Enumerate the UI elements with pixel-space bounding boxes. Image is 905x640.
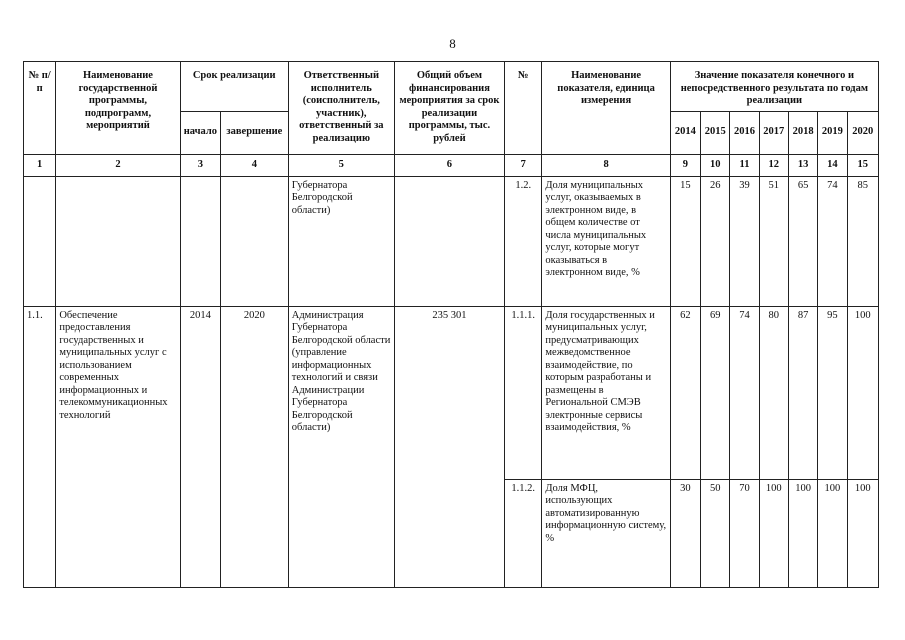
value-cell: 50 (701, 479, 730, 587)
value-cell: 39 (730, 176, 759, 306)
column-number: 13 (788, 154, 817, 176)
table-row (24, 306, 879, 479)
row-indicator-name: Доля муниципальных услуг, оказываемых в электронном виде, в общем количестве от числа муниципальных услуг, которые могут оказываться в электронном виде, % (542, 176, 670, 306)
year-2020: 2020 (847, 111, 878, 154)
value-cell: 69 (701, 306, 730, 479)
page-number: 8 (449, 36, 456, 51)
value-cell: 65 (788, 176, 817, 306)
header-funding: Общий объем финансирования мероприятия за срок реализации программы, тыс. рублей (394, 62, 504, 155)
row-funding (394, 176, 504, 306)
value-cell: 62 (670, 306, 700, 479)
row-responsible: Администрация Губернатора Белгородской области (управление информационных технологий и связи Администрации Губернатора Белгородской области) (288, 306, 394, 587)
column-number: 14 (818, 154, 847, 176)
value-cell: 100 (847, 479, 878, 587)
column-number: 2 (56, 154, 180, 176)
column-number: 4 (221, 154, 289, 176)
value-cell: 100 (788, 479, 817, 587)
column-number: 7 (505, 154, 542, 176)
year-2014: 2014 (670, 111, 700, 154)
row-indicator-name: Доля МФЦ, использующих автоматизированную информационную систему, % (542, 479, 670, 587)
column-number: 9 (670, 154, 700, 176)
header-end: завершение (221, 111, 289, 154)
value-cell: 26 (701, 176, 730, 306)
column-number: 6 (394, 154, 504, 176)
row-indicator-num: 1.1.1. (505, 306, 542, 479)
value-cell: 15 (670, 176, 700, 306)
value-cell: 87 (788, 306, 817, 479)
header-start: начало (180, 111, 220, 154)
column-number: 11 (730, 154, 759, 176)
value-cell: 100 (759, 479, 788, 587)
value-cell: 30 (670, 479, 700, 587)
header-row (24, 62, 879, 112)
header-term: Срок реализации (180, 62, 288, 112)
row-num: 1.1. (24, 306, 56, 587)
column-number: 15 (847, 154, 878, 176)
column-number: 3 (180, 154, 220, 176)
row-end (221, 176, 289, 306)
row-end: 2020 (221, 306, 289, 587)
header-indicator-name: Наименование показателя, единица измерения (542, 62, 670, 155)
year-2017: 2017 (759, 111, 788, 154)
value-cell: 74 (818, 176, 847, 306)
year-2015: 2015 (701, 111, 730, 154)
header-num: № п/п (24, 62, 56, 155)
value-cell: 80 (759, 306, 788, 479)
row-start (180, 176, 220, 306)
row-program-name (56, 176, 180, 306)
value-cell: 95 (818, 306, 847, 479)
column-numbers-row (24, 154, 879, 176)
value-cell: 70 (730, 479, 759, 587)
table-row (24, 176, 879, 306)
year-2016: 2016 (730, 111, 759, 154)
value-cell: 100 (847, 306, 878, 479)
header-program-name: Наименование государственной программы, подпрограмм, мероприятий (56, 62, 180, 155)
year-2018: 2018 (788, 111, 817, 154)
column-number: 10 (701, 154, 730, 176)
column-number: 5 (288, 154, 394, 176)
row-indicator-name: Доля государственных и муниципальных услуг, предусматривающих межведомственное взаимодействие, по которым разработаны и размещены в Региональной СМЭВ электронные сервисы взаимодействия, % (542, 306, 670, 479)
value-cell: 100 (818, 479, 847, 587)
value-cell: 51 (759, 176, 788, 306)
value-cell: 85 (847, 176, 878, 306)
row-start: 2014 (180, 306, 220, 587)
value-cell: 74 (730, 306, 759, 479)
header-responsible: Ответственный исполнитель (соисполнитель, участник), ответственный за реализацию (288, 62, 394, 155)
column-number: 8 (542, 154, 670, 176)
header-values: Значение показателя конечного и непосредственного результата по годам реализации (670, 62, 878, 112)
year-2019: 2019 (818, 111, 847, 154)
column-number: 1 (24, 154, 56, 176)
row-funding: 235 301 (394, 306, 504, 587)
row-indicator-num: 1.2. (505, 176, 542, 306)
column-number: 12 (759, 154, 788, 176)
row-program-name: Обеспечение предоставления государственных и муниципальных услуг с использованием современных информационных и телекоммуникационных технологий (56, 306, 180, 587)
row-indicator-num: 1.1.2. (505, 479, 542, 587)
row-responsible: Губернатора Белгородской области) (288, 176, 394, 306)
row-num (24, 176, 56, 306)
header-indicator-num: № (505, 62, 542, 155)
program-table (23, 61, 879, 588)
